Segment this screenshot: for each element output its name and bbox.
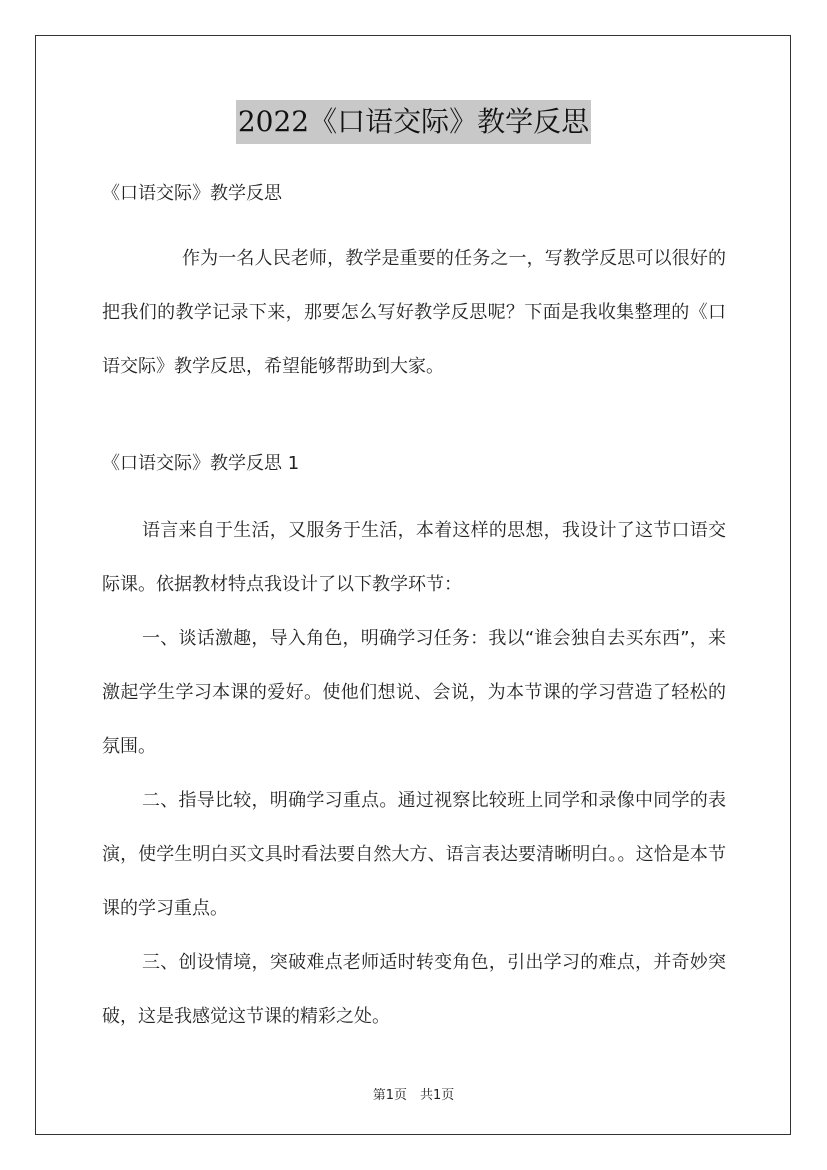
title-area (0, 100, 827, 144)
intro-paragraph: 作为一名人民老师，教学是重要的任务之一，写教学反思可以很好的把我们的教学记录下来，那要怎么写好教学反思呢？下面是我收集整理的《口语交际》教学反思，希望能够帮助到大家。 (102, 248, 726, 377)
body-paragraphs (102, 504, 726, 1044)
body-paragraph-4: 三、创设情境，突破难点老师适时转变角色，引出学习的难点，并奇妙突破，这是我感觉这节课的精彩之处。 (102, 952, 726, 1027)
body-paragraph-1: 语言来自于生活，又服务于生活，本着这样的思想，我设计了这节口语交际课。依据教材特点我设计了以下教学环节： (102, 520, 726, 595)
section-heading: 《口语交际》教学反思 1 (102, 453, 300, 474)
page-number-label: 第1页 共1页 (372, 1088, 455, 1103)
body-paragraph-3: 二、指导比较，明确学习重点。通过视察比较班上同学和录像中同学的表演，使学生明白买文具时看法要自然大方、语言表达要清晰明白。。这恰是本节课的学习重点。 (102, 790, 726, 919)
page-footer (0, 1084, 827, 1103)
body-paragraph-2: 一、谈话激趣，导入角色，明确学习任务：我以“谁会独自去买东西”，来激起学生学习本课的爱好。使他们想说、会说，为本节课的学习营造了轻松的氛围。 (102, 628, 726, 757)
document-title: 2022《口语交际》教学反思 (236, 100, 591, 144)
document-subtitle: 《口语交际》教学反思 (102, 183, 282, 204)
